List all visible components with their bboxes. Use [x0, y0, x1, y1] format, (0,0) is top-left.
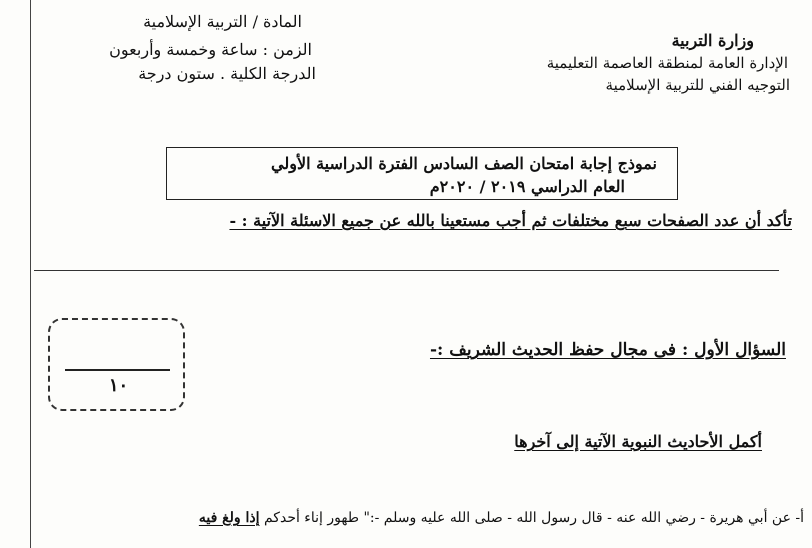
question-1-title: السؤال الأول : فى مجال حفظ الحديث الشريف :- [429, 340, 786, 360]
exam-title: نموذج إجابة امتحان الصف السادس الفترة الدراسية الأولي [271, 154, 657, 173]
academic-year: العام الدراسي ٢٠١٩ / ٢٠٢٠م [429, 177, 625, 196]
instruction-text: تأكد أن عدد الصفحات سبع مختلفات ثم أجب مستعينا بالله عن جميع الاسئلة الآتية : - [229, 211, 792, 230]
exam-title-box [166, 147, 678, 200]
score-divider [65, 369, 170, 371]
duration-label: الزمن : ساعة وخمسة وأربعون [109, 40, 312, 59]
directorate-name: الإدارة العامة لمنطقة العاصمة التعليمية [546, 54, 788, 72]
hadith-item-a [199, 510, 804, 526]
hadith-item-a-text: طهور إناء أحدكم [263, 510, 359, 526]
ministry-name: وزارة التربية [671, 31, 754, 50]
hadith-item-a-answer: إذا ولغ فيه [198, 510, 260, 526]
score-value: ١٠ [108, 375, 129, 396]
total-marks-label: الدرجة الكلية . ستون درجة [138, 64, 316, 83]
page-margin-line [30, 0, 31, 548]
subject-label: المادة / التربية الإسلامية [143, 12, 302, 31]
score-box [48, 318, 185, 411]
question-1-subtitle: أكمل الأحاديث النبوية الآتية إلى آخرها [514, 432, 762, 451]
section-divider [34, 270, 779, 271]
supervision-name: التوجيه الفني للتربية الإسلامية [605, 76, 790, 94]
hadith-item-a-prefix: أ- عن أبي هريرة - رضي الله عنه - قال رسول الله - صلى الله عليه وسلم -:" [363, 510, 804, 526]
